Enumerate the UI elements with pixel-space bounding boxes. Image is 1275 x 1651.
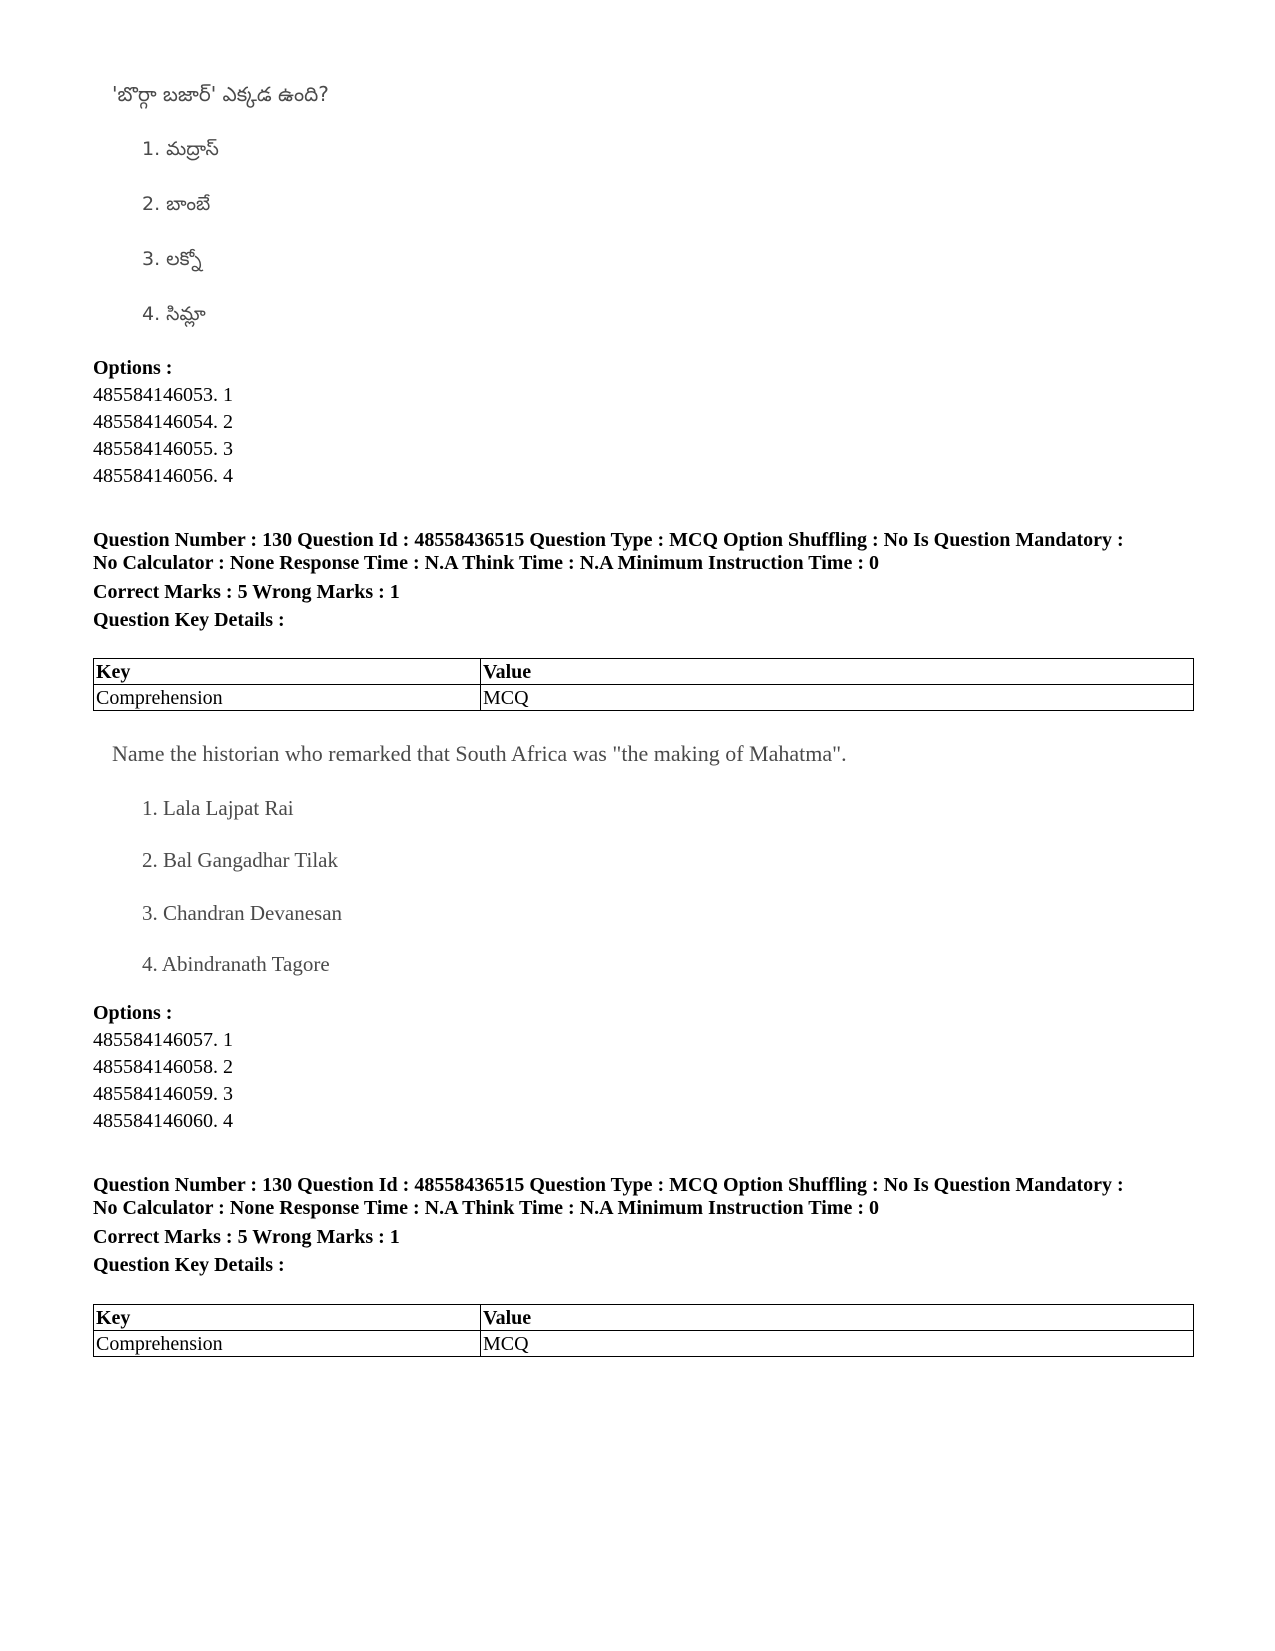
options-section (93, 1000, 1193, 1135)
options-section (93, 355, 1193, 490)
marks-line: Correct Marks : 5 Wrong Marks : 1 (93, 1226, 400, 1248)
question-stem: Name the historian who remarked that South Africa was "the making of Mahatma". (112, 741, 847, 766)
question-meta-line: Question Number : 130 Question Id : 48558436515 Question Type : MCQ Option Shuffling : No Is Question Mandatory : (93, 529, 1124, 551)
key-details-label: Question Key Details : (93, 609, 285, 631)
table-cell: Comprehension (94, 1331, 481, 1357)
table-header-cell: Value (481, 659, 1194, 685)
key-details-label: Question Key Details : (93, 1254, 285, 1276)
table-header-cell: Key (94, 1305, 481, 1331)
options-label: Options : (93, 357, 173, 379)
question-option: 1. మద్రాస్ (142, 138, 219, 160)
question-stem: 'బొర్గా బజార్' ఎక్కడ ఉంది? (112, 82, 329, 106)
question-option: 4. సిమ్లా (142, 303, 206, 325)
option-id: 485584146053. 1 (93, 384, 233, 406)
option-id: 485584146059. 3 (93, 1083, 233, 1105)
table-cell: MCQ (481, 1331, 1194, 1357)
option-id: 485584146060. 4 (93, 1110, 233, 1132)
table-row (94, 1331, 1194, 1357)
option-id: 485584146055. 3 (93, 438, 233, 460)
question-meta-line: No Calculator : None Response Time : N.A Think Time : N.A Minimum Instruction Time : 0 (93, 1197, 879, 1219)
table-cell: Comprehension (94, 685, 481, 711)
table-header-cell: Key (94, 659, 481, 685)
question-option: 2. బాంబే (142, 193, 211, 215)
option-id: 485584146058. 2 (93, 1056, 233, 1078)
question-option: 3. Chandran Devanesan (142, 901, 343, 925)
table-header-row (94, 659, 1194, 685)
key-details-table (93, 658, 1194, 711)
options-label: Options : (93, 1002, 173, 1024)
marks-line: Correct Marks : 5 Wrong Marks : 1 (93, 581, 400, 603)
question-option: 1. Lala Lajpat Rai (142, 796, 294, 820)
option-id: 485584146054. 2 (93, 411, 233, 433)
question-image (112, 741, 847, 976)
key-details-table (93, 1304, 1194, 1357)
question-option: 4. Abindranath Tagore (142, 952, 330, 976)
question-meta-line: No Calculator : None Response Time : N.A Think Time : N.A Minimum Instruction Time : 0 (93, 552, 879, 574)
question-meta (93, 1174, 1193, 1279)
question-image (112, 82, 329, 325)
table-header-row (94, 1305, 1194, 1331)
question-option: 3. లక్నో (142, 248, 202, 270)
question-meta-line: Question Number : 130 Question Id : 48558436515 Question Type : MCQ Option Shuffling : No Is Question Mandatory : (93, 1174, 1124, 1196)
option-id: 485584146057. 1 (93, 1029, 233, 1051)
question-option: 2. Bal Gangadhar Tilak (142, 848, 338, 872)
table-row (94, 685, 1194, 711)
question-meta (93, 529, 1193, 634)
table-header-cell: Value (481, 1305, 1194, 1331)
table-cell: MCQ (481, 685, 1194, 711)
option-id: 485584146056. 4 (93, 465, 233, 487)
